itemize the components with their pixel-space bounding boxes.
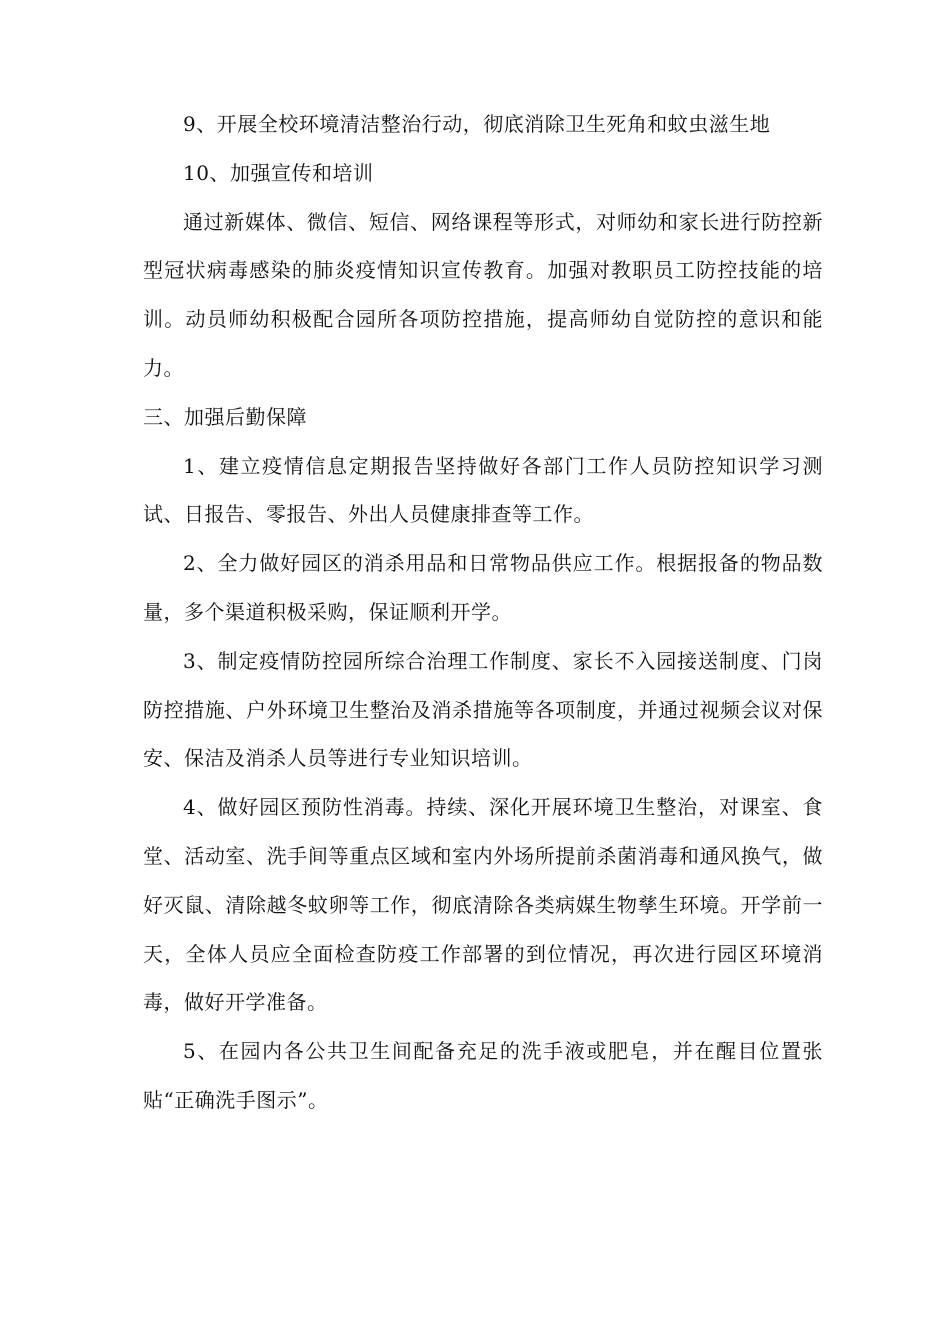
paragraph-section3-item1: 1、建立疫情信息定期报告坚持做好各部门工作人员防控知识学习测试、日报告、零报告、外出人员健康排查等工作。 — [143, 453, 823, 527]
paragraph-item-9: 9、开展全校环境清洁整治行动，彻底消除卫生死角和蚊虫滋生地 — [183, 112, 771, 136]
paragraph-item-10-heading: 10、加强宣传和培训 — [183, 160, 374, 185]
section-heading-3: 三、加强后勤保障 — [143, 404, 307, 429]
document-body — [143, 100, 823, 1125]
paragraph-item-10-body: 通过新媒体、微信、短信、网络课程等形式，对师幼和家长进行防控新型冠状病毒感染的肺炎疫情知识宣传教育。加强对教职员工防控技能的培训。动员师幼积极配合园所各项防控措施，提高师幼自觉防控的意识和能力。 — [143, 209, 823, 380]
paragraph-section3-item4: 4、做好园区预防性消毒。持续、深化开展环境卫生整治，对课室、食堂、活动室、洗手间等重点区域和室内外场所提前杀菌消毒和通风换气，做好灭鼠、清除越冬蚊卵等工作，彻底清除各类病媒生物孳生环境。开学前一天，全体人员应全面检查防疫工作部署的到位情况，再次进行园区环境消毒，做好开学准备。 — [143, 795, 823, 1015]
paragraph-section3-item3: 3、制定疫情防控园所综合治理工作制度、家长不入园接送制度、门岗防控措施、户外环境卫生整治及消杀措施等各项制度，并通过视频会议对保安、保洁及消杀人员等进行专业知识培训。 — [143, 648, 823, 771]
paragraph-section3-item5: 5、在园内各公共卫生间配备充足的洗手液或肥皂，并在醒目位置张贴“正确洗手图示”。 — [143, 1039, 823, 1112]
paragraph-section3-item2: 2、全力做好园区的消杀用品和日常物品供应工作。根据报备的物品数量，多个渠道积极采购，保证顺利开学。 — [143, 551, 823, 624]
